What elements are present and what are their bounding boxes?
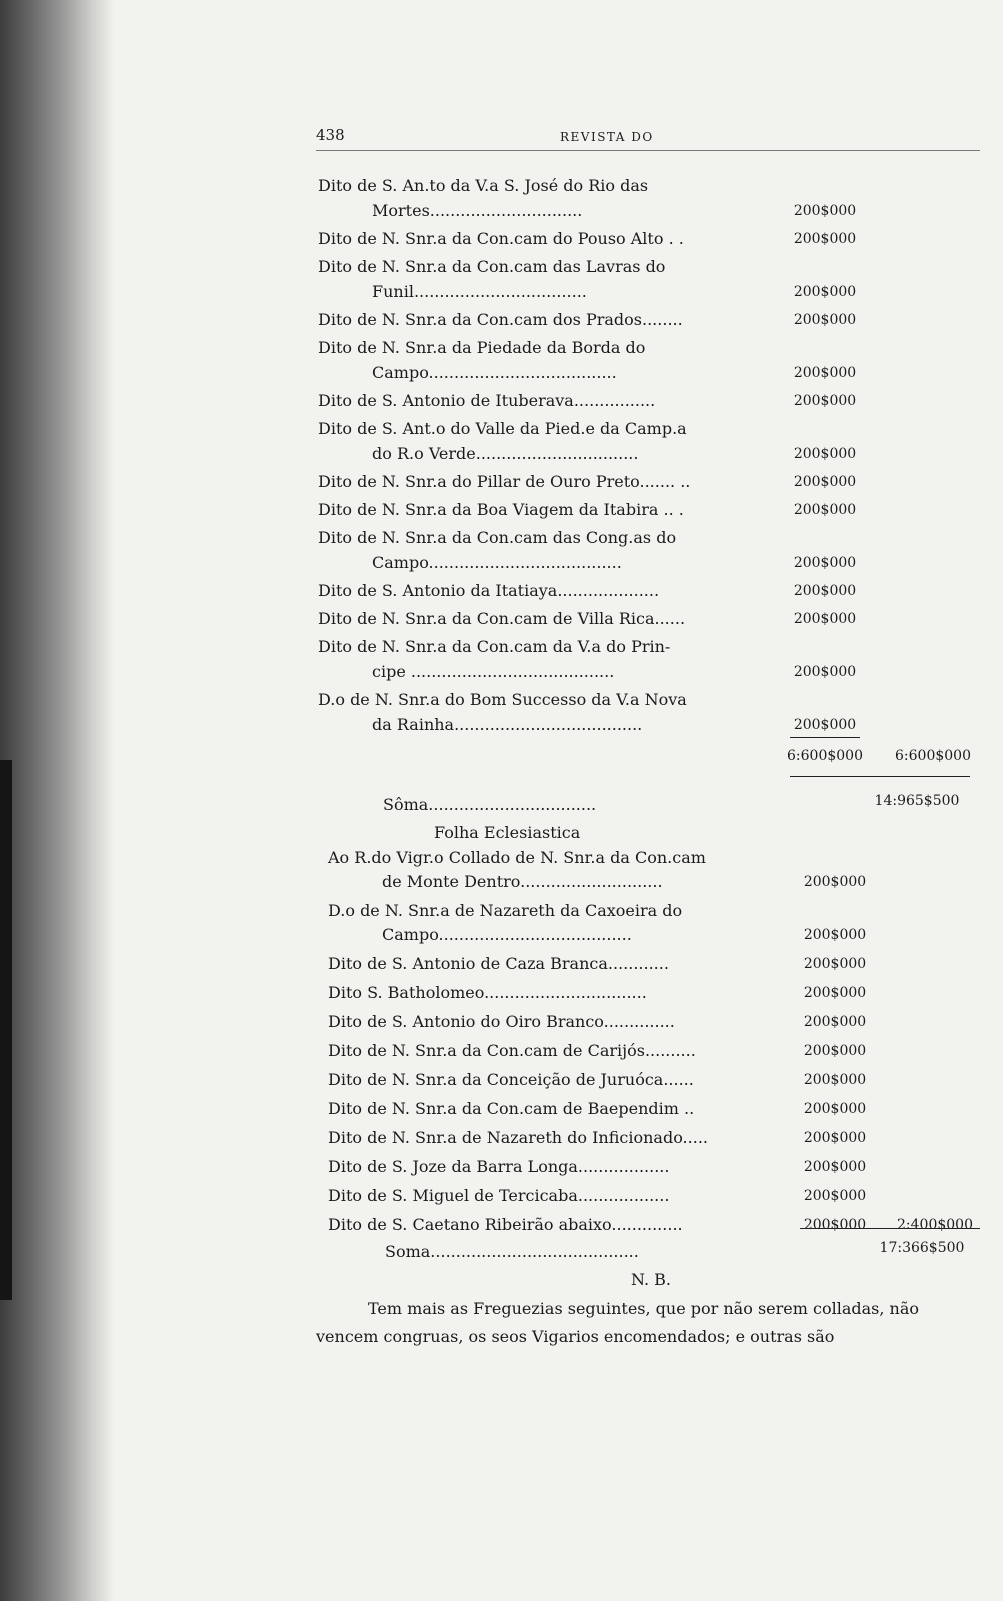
- entry-amount: 200$000: [803, 956, 867, 972]
- entry-amount: 200$000: [793, 474, 857, 490]
- entry-text-line: Dito de N. Snr.a da Con.cam da V.a do Prin-: [318, 637, 671, 656]
- entry-text-line: Dito de S. Caetano Ribeirão abaixo..............: [328, 1215, 683, 1234]
- entry-text-line: D.o de N. Snr.a de Nazareth da Caxoeira do: [328, 901, 683, 920]
- entry-amount: 200$000: [803, 1188, 867, 1204]
- entry-text-line: Dito de N. Snr.a da Boa Viagem da Itabira .. .: [318, 500, 684, 519]
- entry-text-line: Campo.....................................: [372, 363, 617, 382]
- entry-text-line: Dito de N. Snr.a da Con.cam das Lavras do: [318, 257, 666, 276]
- soma2-label: Soma.........................................: [385, 1242, 639, 1261]
- entry-amount: 200$000: [803, 1217, 867, 1233]
- entry-text-line: cipe ........................................: [372, 662, 615, 681]
- entry-total: 2:400$000: [897, 1217, 973, 1233]
- entry-text-line: de Monte Dentro............................: [382, 872, 663, 891]
- entry-text-line: Dito de N. Snr.a da Conceição de Juruóca......: [328, 1070, 694, 1089]
- entry-amount: 200$000: [793, 231, 857, 247]
- entry-text-line: Dito de S. Antonio da Itatiaya....................: [318, 581, 660, 600]
- section2-total-rule: [800, 1228, 980, 1229]
- entry-amount: 200$000: [793, 664, 857, 680]
- entry-amount: 200$000: [793, 555, 857, 571]
- entry-text-line: D.o de N. Snr.a do Bom Successo da V.a Nova: [318, 690, 687, 709]
- entry-amount: 200$000: [793, 365, 857, 381]
- entry-text-line: Dito de N. Snr.a de Nazareth do Inficionado.....: [328, 1128, 708, 1147]
- entry-text-line: Dito de N. Snr.a da Con.cam de Carijós..........: [328, 1041, 696, 1060]
- header-rule: [316, 150, 980, 151]
- entry-text-line: Mortes..............................: [372, 201, 583, 220]
- entry-text-line: Dito de N. Snr.a da Con.cam de Villa Rica......: [318, 609, 686, 628]
- entry-amount: 200$000: [793, 284, 857, 300]
- note-line-2: vencem congruas, os seos Vigarios encomendados; e outras são: [316, 1327, 835, 1346]
- page-number: 438: [316, 126, 345, 144]
- entry-text-line: Ao R.do Vigr.o Collado de N. Snr.a da Con.cam: [328, 848, 706, 867]
- entry-amount: 200$000: [793, 502, 857, 518]
- note-heading: N. B.: [631, 1270, 671, 1289]
- entry-amount: 200$000: [803, 927, 867, 943]
- soma1-value: 14:965$500: [874, 793, 960, 809]
- entry-text-line: Dito de S. Antonio de Caza Branca............: [328, 954, 669, 973]
- entry-text-line: Dito de N. Snr.a da Con.cam de Baependim ..: [328, 1099, 695, 1118]
- entry-amount: 200$000: [803, 1043, 867, 1059]
- entry-amount: 200$000: [803, 1130, 867, 1146]
- entry-amount: 200$000: [793, 583, 857, 599]
- entry-text-line: Dito de N. Snr.a da Con.cam dos Prados........: [318, 310, 683, 329]
- entry-text-line: Dito de S. Ant.o do Valle da Pied.e da Camp.a: [318, 419, 687, 438]
- entry-amount: 200$000: [803, 1159, 867, 1175]
- entry-amount: 200$000: [803, 874, 867, 890]
- entry-text-line: Dito de S. Miguel de Tercicaba..................: [328, 1186, 670, 1205]
- entry-text-line: Campo......................................: [382, 925, 632, 944]
- entry-amount: 200$000: [793, 312, 857, 328]
- entry-text-line: Dito de S. Joze da Barra Longa..................: [328, 1157, 670, 1176]
- section2-heading: Folha Eclesiastica: [434, 823, 581, 842]
- entry-text-line: Dito de S. An.to da V.a S. José do Rio das: [318, 176, 649, 195]
- soma1-label: Sôma.................................: [383, 795, 597, 814]
- entry-amount: 200$000: [803, 985, 867, 1001]
- entry-text-line: Dito de S. Antonio do Oiro Branco..............: [328, 1012, 675, 1031]
- entry-text-line: Dito de N. Snr.a da Con.cam do Pouso Alto . .: [318, 229, 684, 248]
- entry-amount: 200$000: [793, 203, 857, 219]
- entry-amount: 200$000: [803, 1072, 867, 1088]
- entry-text-line: Dito de N. Snr.a da Piedade da Borda do: [318, 338, 646, 357]
- entry-amount: 200$000: [803, 1101, 867, 1117]
- entry-amount: 200$000: [793, 446, 857, 462]
- entry-text-line: Dito de N. Snr.a da Con.cam das Cong.as do: [318, 528, 677, 547]
- soma2-value: 17:366$500: [879, 1240, 965, 1256]
- entry-text-line: do R.o Verde................................: [372, 444, 639, 463]
- section1-subtotal: 6:600$000: [787, 748, 863, 764]
- section1-total-rule: [790, 776, 970, 777]
- entry-text-line: Campo......................................: [372, 553, 622, 572]
- entry-amount: 200$000: [803, 1014, 867, 1030]
- subtotal-rule: [790, 737, 860, 738]
- entry-text-line: Dito S. Batholomeo................................: [328, 983, 647, 1002]
- section1-total: 6:600$000: [895, 748, 971, 764]
- entry-amount: 200$000: [793, 717, 857, 733]
- entry-text-line: Dito de N. Snr.a do Pillar de Ouro Preto....... ..: [318, 472, 691, 491]
- entry-amount: 200$000: [793, 393, 857, 409]
- entry-text-line: da Rainha.....................................: [372, 715, 643, 734]
- entry-text-line: Dito de S. Antonio de Ituberava................: [318, 391, 656, 410]
- entry-amount: 200$000: [793, 611, 857, 627]
- running-title: REVISTA DO: [560, 130, 654, 144]
- entry-text-line: Funil..................................: [372, 282, 587, 301]
- note-line-1: Tem mais as Freguezias seguintes, que por não serem colladas, não: [368, 1299, 919, 1318]
